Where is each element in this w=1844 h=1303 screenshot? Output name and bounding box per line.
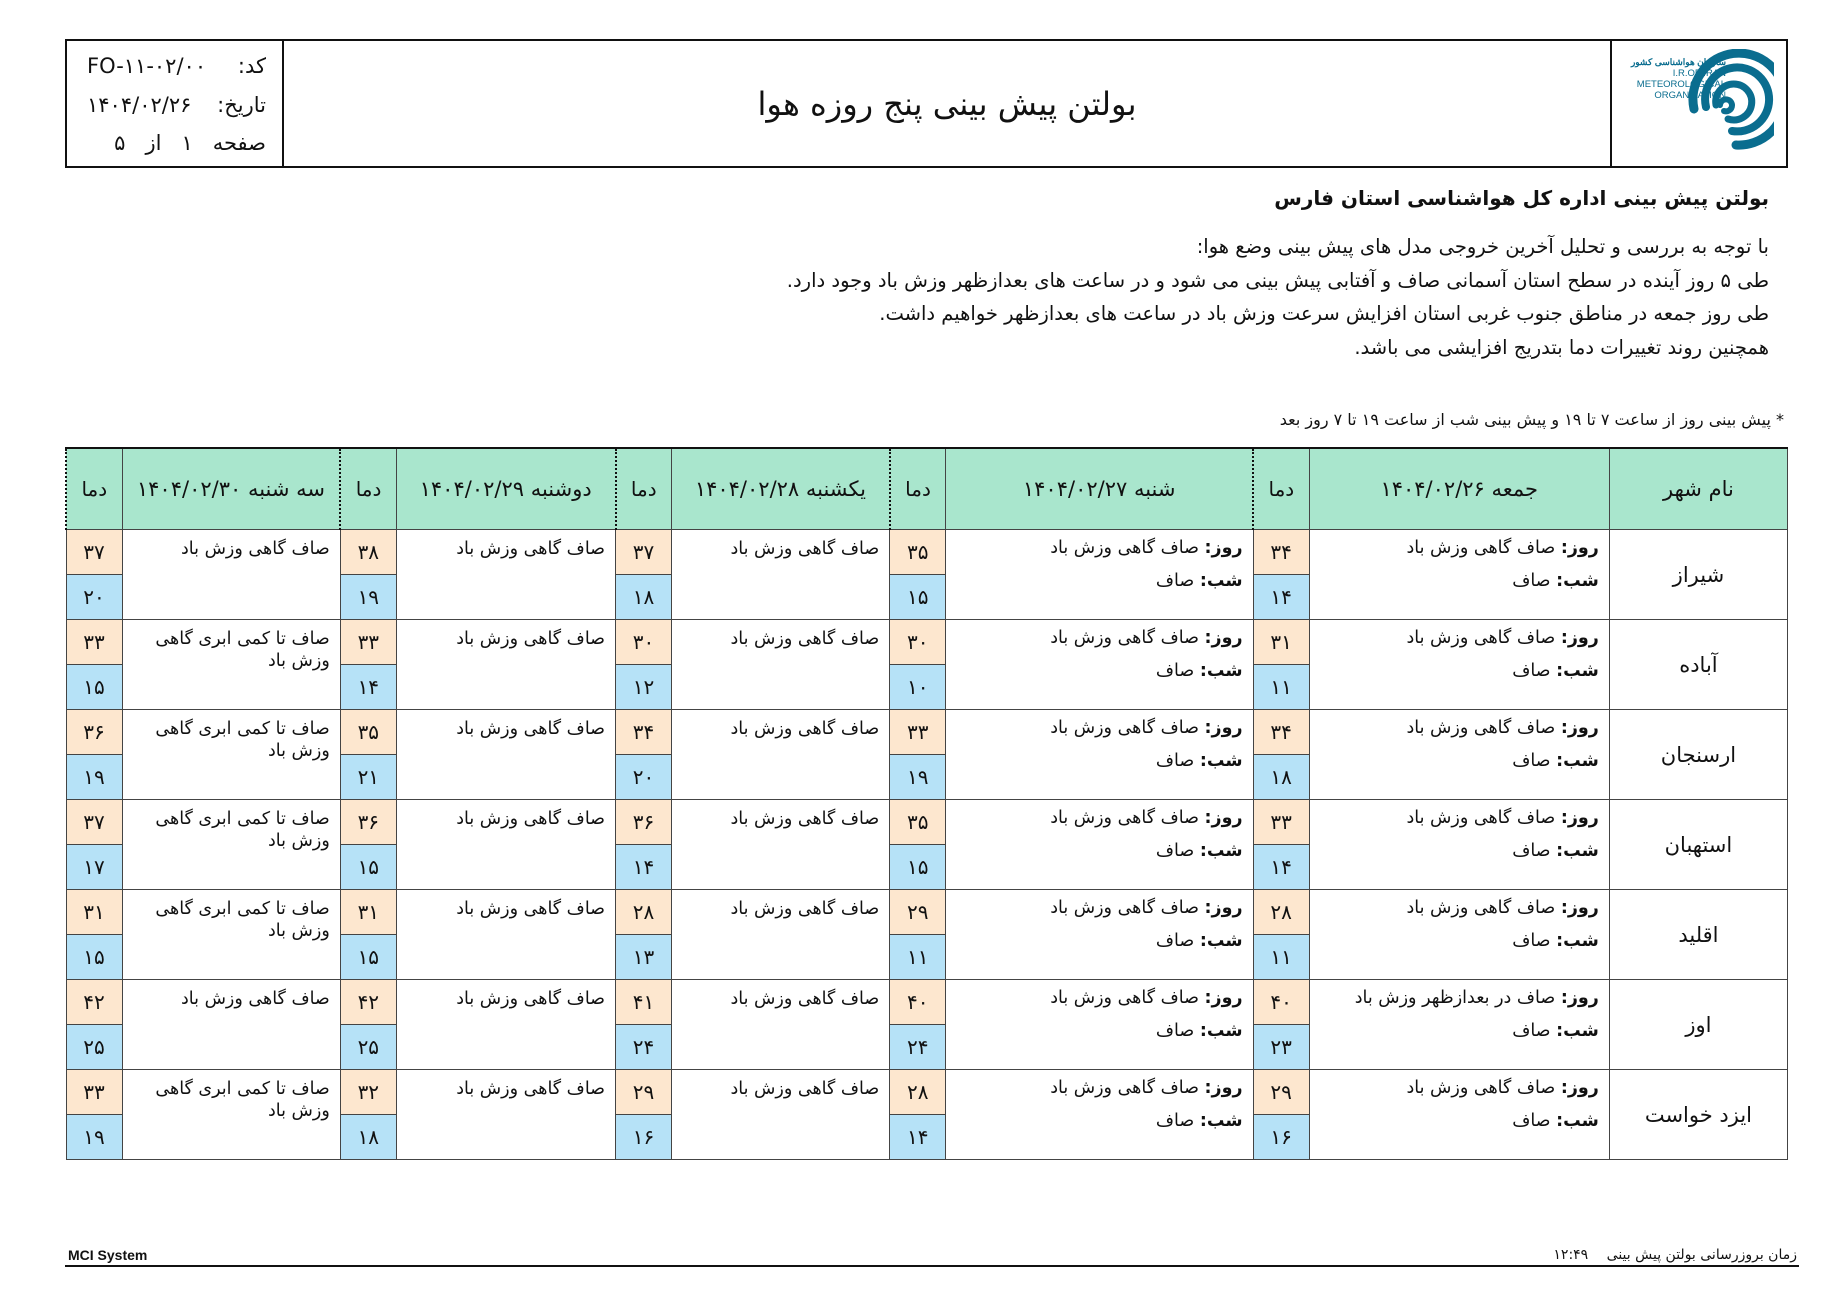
forecast-condition: صاف گاهی وزش باد <box>672 530 890 620</box>
forecast-condition: صاف گاهی وزش باد <box>672 1070 890 1160</box>
night-label: شب: <box>1556 751 1599 771</box>
max-temp: ۳۸ <box>340 530 396 575</box>
max-temp: ۴۱ <box>616 980 672 1025</box>
day-forecast <box>1318 1078 1599 1098</box>
max-temp: ۳۱ <box>66 890 122 935</box>
page-of: از <box>145 131 162 155</box>
day-condition: صاف گاهی وزش باد <box>1406 1078 1556 1098</box>
min-temp: ۲۵ <box>66 1025 122 1070</box>
max-temp: ۳۳ <box>1253 800 1309 845</box>
temp-header: دما <box>616 448 672 530</box>
day-condition: صاف گاهی وزش باد <box>1406 808 1556 828</box>
max-temp: ۳۳ <box>890 710 946 755</box>
min-temp: ۱۶ <box>616 1115 672 1160</box>
logo-org-en-1: I.R.OF IRAN <box>1672 67 1726 79</box>
max-temp: ۳۵ <box>890 530 946 575</box>
night-forecast <box>1318 1021 1599 1041</box>
min-temp: ۱۶ <box>1253 1115 1309 1160</box>
date-row <box>87 88 266 122</box>
day-forecast <box>1318 898 1599 918</box>
day-night-forecast <box>946 530 1253 620</box>
night-label: شب: <box>1556 841 1599 861</box>
min-temp: ۱۸ <box>616 575 672 620</box>
night-label: شب: <box>1556 931 1599 951</box>
table-row <box>66 620 1788 665</box>
forecast-condition: صاف گاهی وزش باد <box>396 890 615 980</box>
day-header: جمعه ۱۴۰۴/۰۲/۲۶ <box>1309 448 1609 530</box>
city-name: ایزد خواست <box>1609 1070 1787 1160</box>
forecast-condition: صاف گاهی وزش باد <box>396 710 615 800</box>
night-forecast <box>1318 841 1599 861</box>
night-label: شب: <box>1199 1021 1243 1041</box>
day-condition: صاف گاهی وزش باد <box>1406 538 1556 558</box>
max-temp: ۳۴ <box>1253 530 1309 575</box>
min-temp: ۱۹ <box>66 1115 122 1160</box>
night-condition: صاف <box>1155 931 1195 951</box>
day-label: روز: <box>1560 718 1599 738</box>
night-forecast <box>954 751 1242 771</box>
min-temp: ۱۴ <box>1253 845 1309 890</box>
max-temp: ۲۸ <box>890 1070 946 1115</box>
max-temp: ۳۶ <box>66 710 122 755</box>
summary-heading: بولتن پیش بینی اداره کل هواشناسی استان فارس <box>1274 186 1769 210</box>
max-temp: ۳۵ <box>890 800 946 845</box>
day-label: روز: <box>1560 988 1599 1008</box>
min-temp: ۱۴ <box>1253 575 1309 620</box>
spiral-logo-icon <box>1624 49 1774 159</box>
night-forecast <box>1318 571 1599 591</box>
forecast-condition: صاف گاهی وزش باد <box>396 620 615 710</box>
day-condition: صاف گاهی وزش باد <box>1050 1078 1199 1098</box>
day-night-forecast <box>1309 890 1609 980</box>
table-row <box>66 980 1788 1025</box>
max-temp: ۳۳ <box>66 620 122 665</box>
min-temp: ۲۵ <box>340 1025 396 1070</box>
night-label: شب: <box>1556 1021 1599 1041</box>
day-night-forecast <box>1309 1070 1609 1160</box>
update-label: زمان بروزرسانی بولتن پیش بینی <box>1606 1247 1797 1263</box>
max-temp: ۳۶ <box>616 800 672 845</box>
temp-header: دما <box>340 448 396 530</box>
day-forecast <box>954 538 1242 558</box>
night-forecast <box>954 1021 1242 1041</box>
day-header: سه شنبه ۱۴۰۴/۰۲/۳۰ <box>122 448 340 530</box>
max-temp: ۳۴ <box>1253 710 1309 755</box>
day-condition: صاف گاهی وزش باد <box>1406 718 1556 738</box>
forecast-condition: صاف تا کمی ابری گاهی وزش باد <box>122 890 340 980</box>
day-forecast <box>954 988 1242 1008</box>
summary-line-3: طی روز جمعه در مناطق جنوب غربی استان افزایش سرعت وزش باد در ساعت های بعدازظهر خواهیم داشت. <box>879 302 1769 325</box>
forecast-condition: صاف گاهی وزش باد <box>122 530 340 620</box>
night-forecast <box>1318 751 1599 771</box>
city-name: اوز <box>1609 980 1787 1070</box>
night-forecast <box>954 571 1242 591</box>
max-temp: ۲۹ <box>1253 1070 1309 1115</box>
day-night-forecast <box>946 980 1253 1070</box>
system-name: MCI System <box>68 1247 148 1263</box>
max-temp: ۳۰ <box>616 620 672 665</box>
page-row <box>87 126 266 160</box>
night-label: شب: <box>1199 931 1243 951</box>
min-temp: ۱۹ <box>66 755 122 800</box>
max-temp: ۳۷ <box>66 530 122 575</box>
night-label: شب: <box>1199 841 1243 861</box>
day-night-forecast <box>946 710 1253 800</box>
day-forecast <box>1318 718 1599 738</box>
page-total: ۵ <box>114 131 126 155</box>
forecast-condition: صاف تا کمی ابری گاهی وزش باد <box>122 620 340 710</box>
day-forecast <box>1318 538 1599 558</box>
day-forecast <box>954 808 1242 828</box>
forecast-summary <box>369 186 1769 364</box>
night-condition: صاف <box>1155 661 1195 681</box>
night-label: شب: <box>1199 751 1243 771</box>
night-forecast <box>1318 931 1599 951</box>
day-condition: صاف گاهی وزش باد <box>1050 988 1199 1008</box>
night-condition: صاف <box>1512 1111 1551 1131</box>
day-condition: صاف گاهی وزش باد <box>1050 898 1199 918</box>
forecast-condition: صاف گاهی وزش باد <box>122 980 340 1070</box>
day-label: روز: <box>1204 898 1243 918</box>
min-temp: ۲۰ <box>616 755 672 800</box>
max-temp: ۳۵ <box>340 710 396 755</box>
logo-org-fa: سازمان هواشناسی کشور <box>1630 56 1726 67</box>
min-temp: ۱۱ <box>890 935 946 980</box>
table-header-row <box>66 448 1788 530</box>
date-value: ۱۴۰۴/۰۲/۲۶ <box>87 92 192 117</box>
date-label: تاریخ: <box>217 92 266 117</box>
day-condition: صاف گاهی وزش باد <box>1406 898 1556 918</box>
night-forecast <box>954 1111 1242 1131</box>
day-condition: صاف در بعدازظهر وزش باد <box>1354 988 1556 1008</box>
table-row <box>66 710 1788 755</box>
day-condition: صاف گاهی وزش باد <box>1050 808 1199 828</box>
update-time-info <box>1553 1247 1799 1265</box>
day-label: روز: <box>1204 718 1243 738</box>
forecast-condition: صاف گاهی وزش باد <box>396 530 615 620</box>
forecast-condition: صاف تا کمی ابری گاهی وزش باد <box>122 1070 340 1160</box>
forecast-table <box>65 447 1788 1160</box>
summary-line-2: طی ۵ روز آینده در سطح استان آسمانی صاف و آفتابی پیش بینی می شود و در ساعت های بعدازظهر وزش باد وجود دارد. <box>786 268 1769 292</box>
day-condition: صاف گاهی وزش باد <box>1050 538 1199 558</box>
min-temp: ۱۴ <box>340 665 396 710</box>
max-temp: ۴۲ <box>340 980 396 1025</box>
day-condition: صاف گاهی وزش باد <box>1050 628 1199 648</box>
forecast-condition: صاف تا کمی ابری گاهی وزش باد <box>122 800 340 890</box>
day-forecast <box>1318 628 1599 648</box>
min-temp: ۱۴ <box>616 845 672 890</box>
city-name: استهبان <box>1609 800 1787 890</box>
min-temp: ۱۵ <box>890 845 946 890</box>
temp-header: دما <box>66 448 122 530</box>
summary-line-1: با توجه به بررسی و تحلیل آخرین خروجی مدل های پیش بینی وضع هوا: <box>1196 235 1769 258</box>
min-temp: ۲۱ <box>340 755 396 800</box>
night-label: شب: <box>1199 1111 1243 1131</box>
min-temp: ۱۳ <box>616 935 672 980</box>
night-condition: صاف <box>1512 931 1551 951</box>
page-current: ۱ <box>181 131 193 155</box>
night-label: شب: <box>1556 1111 1599 1131</box>
city-name: اقلید <box>1609 890 1787 980</box>
day-label: روز: <box>1560 1078 1599 1098</box>
summary-line-4: همچنین روند تغییرات دما بتدریج افزایشی می باشد. <box>1354 335 1769 359</box>
temp-header: دما <box>1253 448 1309 530</box>
day-label: روز: <box>1204 1078 1243 1098</box>
day-night-forecast <box>1309 980 1609 1070</box>
max-temp: ۴۲ <box>66 980 122 1025</box>
code-row <box>87 49 266 83</box>
min-temp: ۱۸ <box>1253 755 1309 800</box>
night-forecast <box>954 661 1242 681</box>
forecast-condition: صاف گاهی وزش باد <box>396 1070 615 1160</box>
forecast-condition: صاف گاهی وزش باد <box>672 890 890 980</box>
night-condition: صاف <box>1512 751 1551 771</box>
max-temp: ۳۳ <box>340 620 396 665</box>
day-label: روز: <box>1560 538 1599 558</box>
min-temp: ۱۵ <box>340 935 396 980</box>
night-forecast <box>1318 1111 1599 1131</box>
max-temp: ۳۴ <box>616 710 672 755</box>
night-condition: صاف <box>1155 571 1195 591</box>
day-forecast <box>954 718 1242 738</box>
code-label: کد: <box>237 54 266 78</box>
page-footer <box>65 1243 1799 1267</box>
table-row <box>66 890 1788 935</box>
page-indicator <box>87 131 266 155</box>
table-row <box>66 1070 1788 1115</box>
day-header: دوشنبه ۱۴۰۴/۰۲/۲۹ <box>396 448 615 530</box>
min-temp: ۲۴ <box>890 1025 946 1070</box>
forecast-condition: صاف گاهی وزش باد <box>672 800 890 890</box>
night-condition: صاف <box>1155 751 1195 771</box>
forecast-condition: صاف گاهی وزش باد <box>672 620 890 710</box>
night-condition: صاف <box>1512 841 1551 861</box>
page-label: صفحه <box>212 131 266 155</box>
max-temp: ۲۹ <box>890 890 946 935</box>
logo-org-en-3: ORGANIZATION <box>1654 89 1726 101</box>
max-temp: ۳۶ <box>340 800 396 845</box>
day-label: روز: <box>1204 988 1243 1008</box>
day-header: شنبه ۱۴۰۴/۰۲/۲۷ <box>946 448 1253 530</box>
max-temp: ۴۰ <box>1253 980 1309 1025</box>
min-temp: ۱۴ <box>890 1115 946 1160</box>
night-forecast <box>954 931 1242 951</box>
forecast-condition: صاف گاهی وزش باد <box>672 710 890 800</box>
day-night-forecast <box>946 800 1253 890</box>
day-forecast <box>954 628 1242 648</box>
night-condition: صاف <box>1155 841 1195 861</box>
min-temp: ۱۹ <box>340 575 396 620</box>
day-night-forecast <box>946 620 1253 710</box>
max-temp: ۳۱ <box>1253 620 1309 665</box>
min-temp: ۱۵ <box>340 845 396 890</box>
forecast-time-note: * پیش بینی روز از ساعت ۷ تا ۱۹ و پیش بینی شب از ساعت ۱۹ تا ۷ روز بعد <box>1279 410 1784 429</box>
night-forecast <box>1318 661 1599 681</box>
max-temp: ۳۷ <box>66 800 122 845</box>
day-night-forecast <box>1309 530 1609 620</box>
forecast-condition: صاف گاهی وزش باد <box>396 980 615 1070</box>
night-condition: صاف <box>1512 571 1551 591</box>
page-title: بولتن پیش بینی پنج روزه هوا <box>757 84 1137 123</box>
max-temp: ۳۰ <box>890 620 946 665</box>
day-label: روز: <box>1560 808 1599 828</box>
day-night-forecast <box>946 890 1253 980</box>
forecast-condition: صاف گاهی وزش باد <box>672 980 890 1070</box>
max-temp: ۳۲ <box>340 1070 396 1115</box>
day-forecast <box>1318 988 1599 1008</box>
night-label: شب: <box>1199 661 1243 681</box>
night-label: شب: <box>1199 571 1243 591</box>
max-temp: ۳۱ <box>340 890 396 935</box>
min-temp: ۲۰ <box>66 575 122 620</box>
min-temp: ۱۱ <box>1253 935 1309 980</box>
day-label: روز: <box>1560 628 1599 648</box>
min-temp: ۱۸ <box>340 1115 396 1160</box>
day-condition: صاف گاهی وزش باد <box>1406 628 1556 648</box>
min-temp: ۱۰ <box>890 665 946 710</box>
day-condition: صاف گاهی وزش باد <box>1050 718 1199 738</box>
update-time: ۱۲:۴۹ <box>1553 1247 1589 1263</box>
city-name: شیراز <box>1609 530 1787 620</box>
organization-logo <box>1610 41 1786 166</box>
city-name: ارسنجان <box>1609 710 1787 800</box>
min-temp: ۱۱ <box>1253 665 1309 710</box>
day-night-forecast <box>1309 800 1609 890</box>
min-temp: ۱۷ <box>66 845 122 890</box>
city-name: آباده <box>1609 620 1787 710</box>
min-temp: ۱۲ <box>616 665 672 710</box>
day-forecast <box>1318 808 1599 828</box>
night-condition: صاف <box>1512 1021 1551 1041</box>
night-label: شب: <box>1556 571 1599 591</box>
code-value: FO-۱۱-۰۲/۰۰ <box>87 54 207 78</box>
day-night-forecast <box>1309 620 1609 710</box>
forecast-condition: صاف گاهی وزش باد <box>396 800 615 890</box>
day-label: روز: <box>1560 898 1599 918</box>
document-meta <box>67 41 284 166</box>
min-temp: ۱۵ <box>66 665 122 710</box>
temp-header: دما <box>890 448 946 530</box>
night-condition: صاف <box>1512 661 1551 681</box>
day-label: روز: <box>1204 808 1243 828</box>
max-temp: ۲۹ <box>616 1070 672 1115</box>
table-row <box>66 800 1788 845</box>
day-label: روز: <box>1204 628 1243 648</box>
min-temp: ۱۵ <box>890 575 946 620</box>
day-label: روز: <box>1204 538 1243 558</box>
day-night-forecast <box>1309 710 1609 800</box>
forecast-condition: صاف تا کمی ابری گاهی وزش باد <box>122 710 340 800</box>
day-forecast <box>954 1078 1242 1098</box>
city-column-header: نام شهر <box>1609 448 1787 530</box>
min-temp: ۲۴ <box>616 1025 672 1070</box>
min-temp: ۲۳ <box>1253 1025 1309 1070</box>
day-header: یکشنبه ۱۴۰۴/۰۲/۲۸ <box>672 448 890 530</box>
max-temp: ۲۸ <box>616 890 672 935</box>
min-temp: ۱۵ <box>66 935 122 980</box>
night-label: شب: <box>1556 661 1599 681</box>
min-temp: ۱۹ <box>890 755 946 800</box>
day-night-forecast <box>946 1070 1253 1160</box>
max-temp: ۲۸ <box>1253 890 1309 935</box>
night-forecast <box>954 841 1242 861</box>
night-condition: صاف <box>1155 1111 1195 1131</box>
logo-org-en-2: METEOROLOGICAL <box>1636 78 1726 90</box>
max-temp: ۴۰ <box>890 980 946 1025</box>
max-temp: ۳۳ <box>66 1070 122 1115</box>
max-temp: ۳۷ <box>616 530 672 575</box>
day-forecast <box>954 898 1242 918</box>
night-condition: صاف <box>1155 1021 1195 1041</box>
bulletin-header <box>65 39 1788 168</box>
table-row <box>66 530 1788 575</box>
